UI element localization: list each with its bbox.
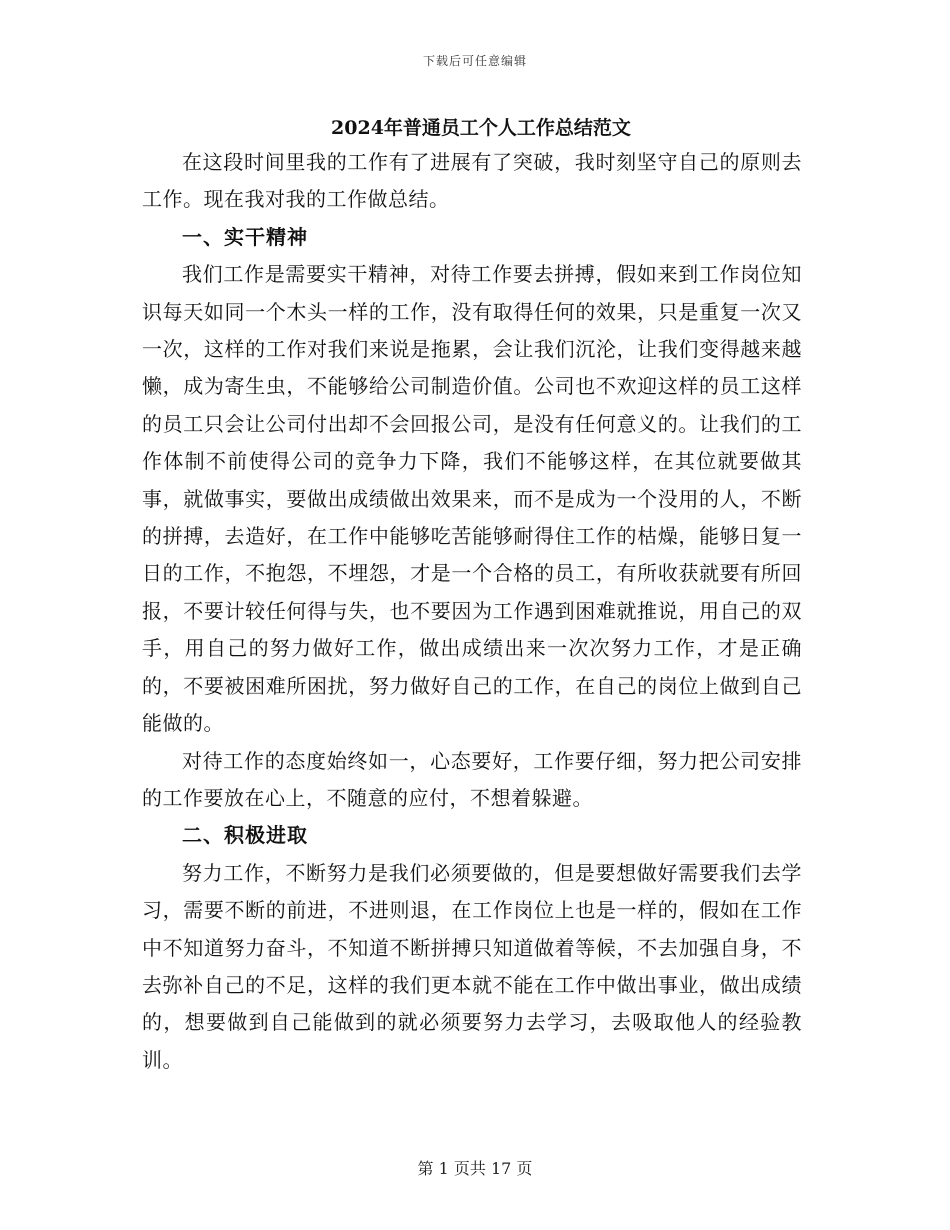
section-heading-1: 一、实干精神 [182, 224, 308, 249]
document-body [142, 112, 802, 1079]
paragraph-intro: 在这段时间里我的工作有了进展有了突破，我时刻坚守自己的原则去工作。现在我对我的工作做总结。 [142, 150, 802, 212]
page-footer: 第 1 页共 17 页 [417, 1159, 533, 1178]
paragraph-attitude: 对待工作的态度始终如一，心态要好，工作要仔细，努力把公司安排的工作要放在心上，不随意的应付，不想着躲避。 [142, 748, 802, 810]
document-title: 2024年普通员工个人工作总结范文 [331, 117, 631, 139]
section-heading-2: 二、积极进取 [182, 823, 308, 848]
paragraph-section-1: 我们工作是需要实干精神，对待工作要去拼搏，假如来到工作岗位知识每天如同一个木头一样的工作，没有取得任何的效果，只是重复一次又一次，这样的工作对我们来说是拖累，会让我们沉沦，让我们变得越来越懒，成为寄生虫，不能够给公司制造价值。公司也不欢迎这样的员工这样的员工只会让公司付出却不会回报公司，是没有任何意义的。让我们的工作体制不前使得公司的竞争力下降，我们不能够这样，在其位就要做其事，就做事实，要做出成绩做出效果来，而不是成为一个没用的人，不断的拼搏，去造好，在工作中能够吃苦能够耐得住工作的枯燥，能够日复一日的工作，不抱怨，不埋怨，才是一个合格的员工，有所收获就要有所回报，不要计较任何得与失，也不要因为工作遇到困难就推说，用自己的双手，用自己的努力做好工作，做出成绩出来一次次努力工作，才是正确的，不要被困难所困扰，努力做好自己的工作，在自己的岗位上做到自己能做的。 [142, 262, 802, 736]
header-note: 下载后可任意编辑 [422, 54, 527, 68]
paragraph-section-2: 努力工作，不断努力是我们必须要做的，但是要想做好需要我们去学习，需要不断的前进，不进则退，在工作岗位上也是一样的，假如在工作中不知道努力奋斗，不知道不断拼搏只知道做着等候，不去加强自身，不去弥补自己的不足，这样的我们更本就不能在工作中做出事业，做出成绩的，想要做到自己能做到的就必须要努力去学习，去吸取他人的经验教训。 [142, 860, 802, 1072]
